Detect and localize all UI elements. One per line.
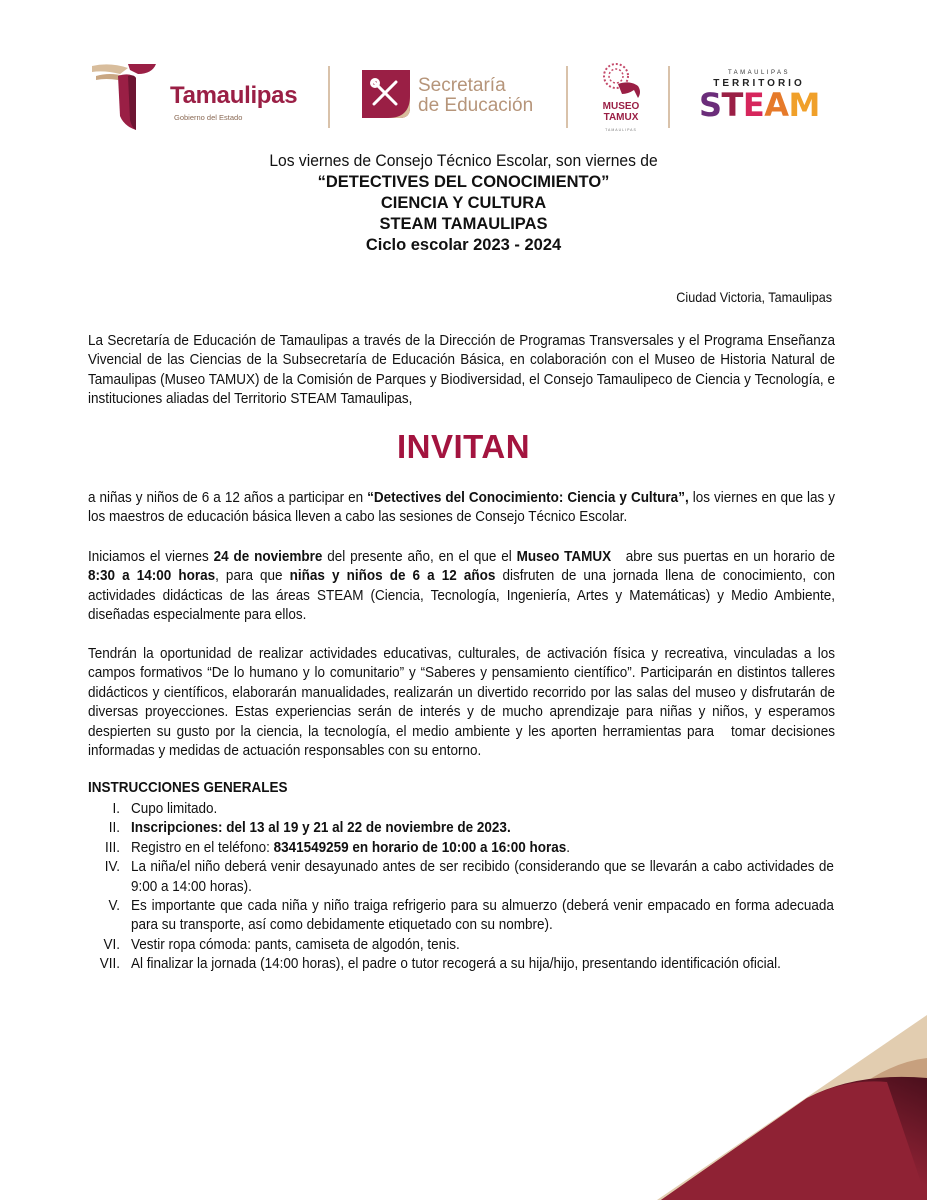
document-title-block [0, 150, 927, 256]
p3-text: , para que [215, 567, 290, 585]
instruction-phone-hours: 8341549259 en horario de 10:00 a 16:00 horas [273, 838, 567, 856]
steam-logo-small: TAMAULIPAS [727, 70, 791, 76]
header-divider [668, 66, 670, 128]
instructions-title: INSTRUCCIONES GENERALES [88, 779, 288, 796]
p2-text: a niñas y niños de 6 a 12 años a participar en [88, 489, 368, 506]
tamaulipas-logo-subtitle: Gobierno del Estado [174, 113, 243, 122]
instruction-item [88, 954, 834, 973]
instruction-number: IV. [104, 858, 120, 876]
instruction-item [88, 799, 834, 818]
title-line-4: Ciclo escolar 2023 - 2024 [365, 236, 562, 254]
title-intro: Los viernes de Consejo Técnico Escolar, son viernes de [269, 151, 658, 170]
p3-start-date: 24 de noviembre [213, 548, 323, 565]
p3-hours: 8:30 a 14:00 horas [88, 567, 216, 585]
steam-logo-territorio: TERRITORIO [713, 78, 805, 89]
p3-text: del presente año, en el que el [322, 548, 517, 565]
instruction-text: Registro en el teléfono: [131, 838, 274, 856]
title-line-2: CIENCIA Y CULTURA [380, 194, 547, 212]
instruction-text: Es importante que cada niña y niño traiga refrigerio para su almuerzo (deberá venir empacado en forma adecuada para su transporte, así como debidamente etiquetado con su nombre). [131, 897, 834, 934]
instruction-item [88, 838, 834, 857]
instruction-item [88, 857, 834, 896]
steam-logo-word [699, 86, 820, 124]
title-line-1: “DETECTIVES DEL CONOCIMIENTO” [317, 173, 610, 191]
header-divider [328, 66, 330, 128]
instruction-text: Cupo limitado. [131, 800, 218, 817]
ammonite-mammoth-icon [590, 60, 652, 100]
title-line-3: STEAM TAMAULIPAS [379, 215, 548, 233]
p3-text: Iniciamos el viernes [88, 548, 214, 565]
schedule-paragraph [88, 547, 839, 625]
steam-letter-a: A [764, 86, 789, 124]
p3-audience: niñas y niños de 6 a 12 años [289, 567, 496, 585]
steam-letter-e: E [742, 86, 765, 124]
instruction-number: I. [112, 800, 120, 817]
territorio-steam-logo [697, 68, 827, 124]
tamaulipas-logo-name: Tamaulipas [170, 82, 298, 109]
tamaulipas-t-emblem-icon [90, 60, 170, 132]
instruction-text: Al finalizar la jornada (14:00 horas), el padre o tutor recogerá a su hija/hijo, presentando identificación oficial. [131, 955, 781, 973]
intro-paragraph-text: La Secretaría de Educación de Tamaulipas a través de la Dirección de Programas Transversales y el Programa Enseñanza Vivencial de las Ciencias de la Subsecretaría de Educación Básica, en colaboración con el Museo de Historia Natural de Tamaulipas (Museo TAMUX) de la Comisión de Parques y Biodiversidad, el Consejo Tamaulipeco de Ciencia y Tecnología, e instituciones aliadas del Territorio STEAM Tamaulipas, [88, 332, 835, 408]
steam-letter-t: T [721, 86, 743, 124]
instruction-text: Vestir ropa cómoda: pants, camiseta de algodón, tenis. [131, 935, 460, 953]
p3-venue: Museo TAMUX [516, 548, 612, 565]
museo-logo-line1: MUSEO [602, 101, 640, 112]
instruction-registration-dates: Inscripciones: del 13 al 19 y 21 al 22 de noviembre de 2023. [131, 819, 511, 837]
tamaulipas-logo [90, 60, 305, 132]
p2-event-name: “Detectives del Conocimiento: Ciencia y Cultura”, [367, 489, 689, 506]
secretaria-educacion-logo-text [418, 76, 533, 116]
intro-paragraph [88, 331, 834, 409]
activities-paragraph [88, 644, 839, 760]
museo-logo-small: TAMAULIPAS [605, 128, 637, 132]
instruction-number: II. [108, 819, 120, 837]
instruction-number: VI. [103, 935, 120, 953]
p3-text: abre sus puertas en un horario de [611, 548, 839, 565]
steam-letter-m: M [788, 86, 820, 124]
invitation-paragraph [88, 488, 834, 527]
instruction-item [88, 935, 834, 954]
instruction-item [88, 818, 834, 837]
secretaria-line1: Secretaría [418, 75, 506, 96]
museo-logo-line2: TAMUX [603, 112, 639, 123]
secretaria-line2: de Educación [418, 95, 534, 116]
p2-text-end: los viernes en que las y los maestros de educación básica lleven a cabo las sesiones de Consejo Técnico Escolar. [88, 489, 835, 526]
instruction-text-end: . [566, 838, 571, 856]
document-place: Ciudad Victoria, Tamaulipas [676, 289, 832, 305]
pencil-ruler-icon [358, 66, 414, 122]
decorative-corner-wave [657, 1000, 927, 1200]
p3-text-end: disfruten de una jornada llena de conocimiento, con actividades didácticas de las áreas STEAM (Ciencia, Tecnología, Ingeniería, Artes y Matemáticas) y Medio Ambiente, diseñadas especialmente para ellos. [88, 567, 836, 624]
invitan-heading: INVITAN [396, 428, 531, 465]
instruction-number: III. [104, 838, 120, 856]
p4-text: Tendrán la oportunidad de realizar actividades educativas, culturales, de activación física y recreativa, vinculadas a los campos formativos “De lo humano y lo comunitario” y “Saberes y pensamiento científico”. Participarán en distintos talleres didácticos y científicos, elaborarán manualidades, realizarán un divertido recorrido por las salas del museo y disfrutarán de diversas proyecciones. Estas experiencias serán de interés y de mucho aprendizaje para niñas y niños, y esperamos despierten su gusto por la ciencia, la tecnología, el medio ambiente y les aporten herramientas para tomar decisiones informadas y medidas de actuación responsables con su entorno. [88, 645, 839, 760]
instruction-item [88, 896, 834, 935]
secretaria-educacion-emblem [358, 66, 418, 126]
museo-tamux-logo [590, 60, 652, 132]
instructions-list [88, 799, 834, 974]
instruction-number: V. [108, 897, 120, 915]
header-divider [566, 66, 568, 128]
instruction-text: La niña/el niño deberá venir desayunado antes de ser recibido (considerando que se llevarán a cabo actividades de 9:00 a 14:00 horas). [131, 858, 834, 895]
instruction-number: VII. [99, 955, 120, 973]
steam-letter-s: S [699, 86, 722, 124]
